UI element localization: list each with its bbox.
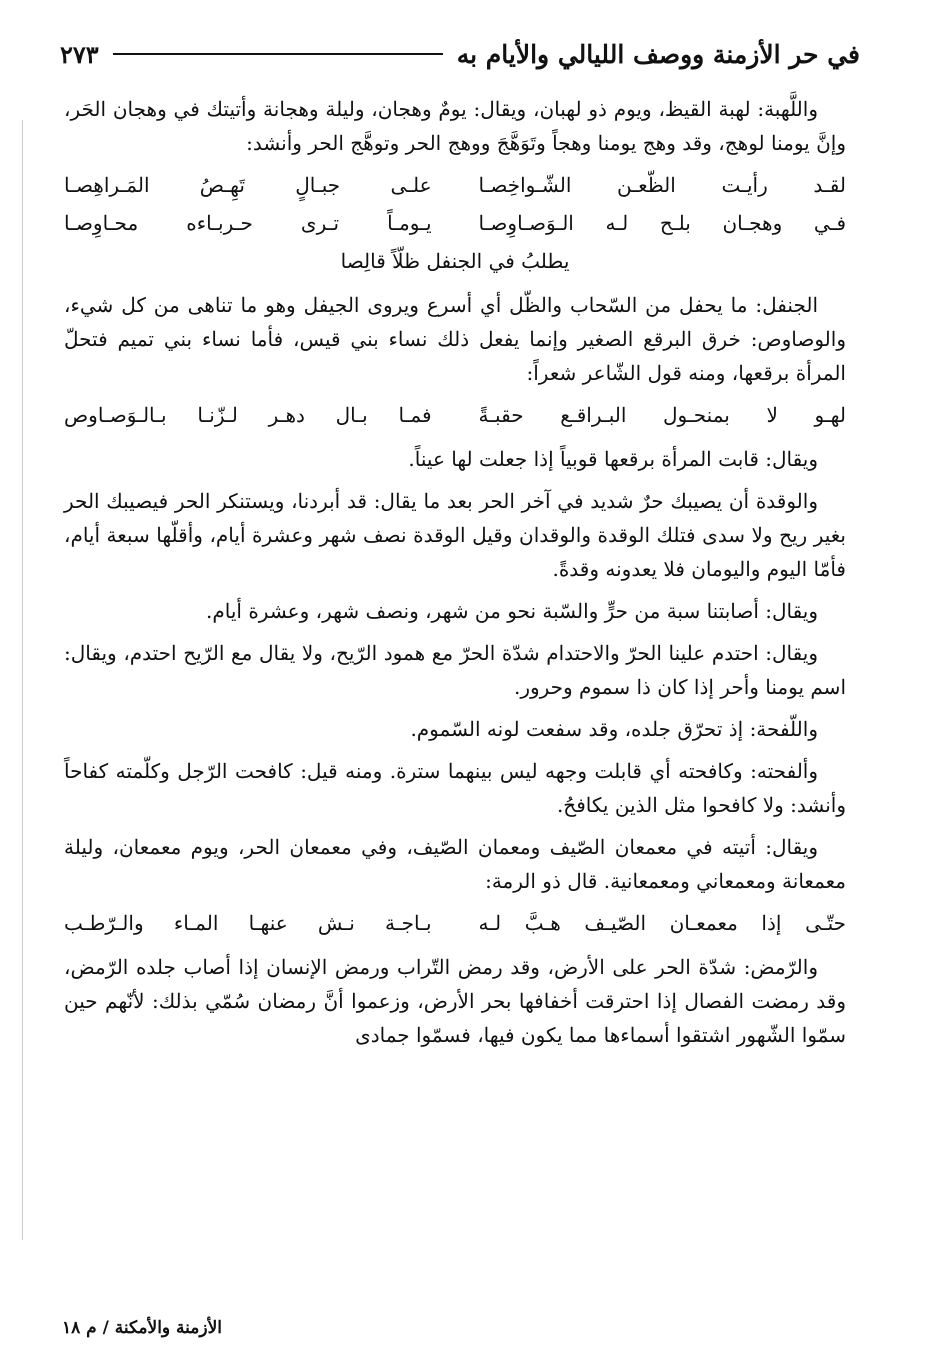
paragraph: ويقال: قابت المرأة برقعها قوبياً إذا جعلت لها عيناً. [408,447,818,471]
verse-hemistich-second: علـى جبـالٍ تَهِـصُ المَـراهِصـا [64,173,432,197]
signature-mark: الأزمنة والأمكنة / م ١٨ [62,1318,223,1338]
verse-line-single: يطلبُ في الجنفل ظلّاً قالِصا [340,249,570,273]
paragraph: واللّفحة: إذ تحرّق جلده، وقد سفعت لونه السّموم. [410,717,818,741]
paragraph: والوقدة أن يصيبك حرٌ شديد في آخر الحر بعد ما يقال: قد أبردنا، ويستنكر الحر فيصيبك الحر بغير ريح ولا سدى فتلك الوقدة والوقدان وقيل الوقدة نصف شهر وعشرة أيام، وأقلّها سبعة أيام، فأمّا اليوم واليومان فلا يعدونه وقدةً. [64,489,846,581]
verse-hemistich-first: حتّـى إذا معمعـان الصّيـف هـبَّ لـه [478,911,846,935]
verse-hemistich-second: يـومـاً تـرى حـربـاءه محـاوِصـا [64,211,432,235]
paragraph: ويقال: أصابتنا سبة من حرٍّ والسّبة نحو من شهر، ونصف شهر، وعشرة أيام. [206,599,818,623]
paragraph: ويقال: احتدم علينا الحرّ والاحتدام شدّة الحرّ مع همود الرّيح، ولا يقال مع الرّيح احتدم، ويقال: اسم يومنا وأحر إذا كان ذا سموم وحرور. [64,641,846,699]
paragraph: وألفحته: وكافحته أي قابلت وجهه ليس بينهما سترة. ومنه قيل: كافحت الرّجل وكلّمته كفاحاً وأنشد: ولا كافحوا مثل الذين يكافحُ. [64,759,846,817]
paragraph: ويقال: أتيته في معمعان الصّيف ومعمان الصّيف، وفي معمعان الحر، ويوم معمعان، وليلة معمعانة ومعمعاني ومعمعانية. قال ذو الرمة: [64,835,846,893]
verse-line [64,906,846,940]
paragraph: واللَّهبة: لهبة القيظ، ويوم ذو لهبان، ويقال: يومٌ وهجان، وليلة وهجانة وأتيتك في وهجان الحَر، وإنَّ يومنا لوهج، وقد وهج يومنا وهجاً وتَوَهَّجَ ووهج الحر وتوهَّج الحر وأنشد: [64,97,846,155]
verse-hemistich-first: لهـو لا بمنحـول البـراقـع حقبـةً [478,403,846,427]
verse-hemistich-first: فـي وهجـان بلـح لـه الـوَصـاوِصـا [478,211,846,235]
header-rule [113,53,443,55]
verse-line [64,168,846,202]
running-title: في حر الأزمنة ووصف الليالي والأيام به [456,39,860,69]
main-text [64,92,846,1060]
verse-line [64,398,846,432]
verse-line [64,206,846,240]
running-header [60,34,860,74]
paragraph: الجنفل: ما يحفل من السّحاب والظّل أي أسرع ويروى الجيفل وهو ما تناهى من كل شيء، والوصاوص: خرق البرقع الصغير وإنما يفعل ذلك نساء بني قيس، فأما نساء بني تميم فتحلّ المرأة برقعها، ومنه قول الشّاعر شعراً: [64,293,846,385]
verse-hemistich-first: لقـد رأيـت الظّعـن الشّـواخِصـا [478,173,846,197]
verse-hemistich-second: بـاجـة نـش عنهـا المـاء والـرّطـب [64,911,432,935]
verse-hemistich-second: فمـا بـال دهـر لـزّنـا بـالـوَصـاوص [64,403,432,427]
page-number: ٢٧٣ [60,39,99,69]
scan-edge-line [22,120,23,1240]
paragraph: والرّمض: شدّة الحر على الأرض، وقد رمض التّراب ورمض الإنسان إذا أصاب جلده الرّمض، وقد رمضت الفصال إذا احترقت أخفافها بحر الأرض، وزعموا أنَّ رمضان سُمّي بذلك: لأنّهم حين سمّوا الشّهور اشتقوا أسماءها مما يكون فيها، فسمّوا جمادى [64,955,846,1047]
